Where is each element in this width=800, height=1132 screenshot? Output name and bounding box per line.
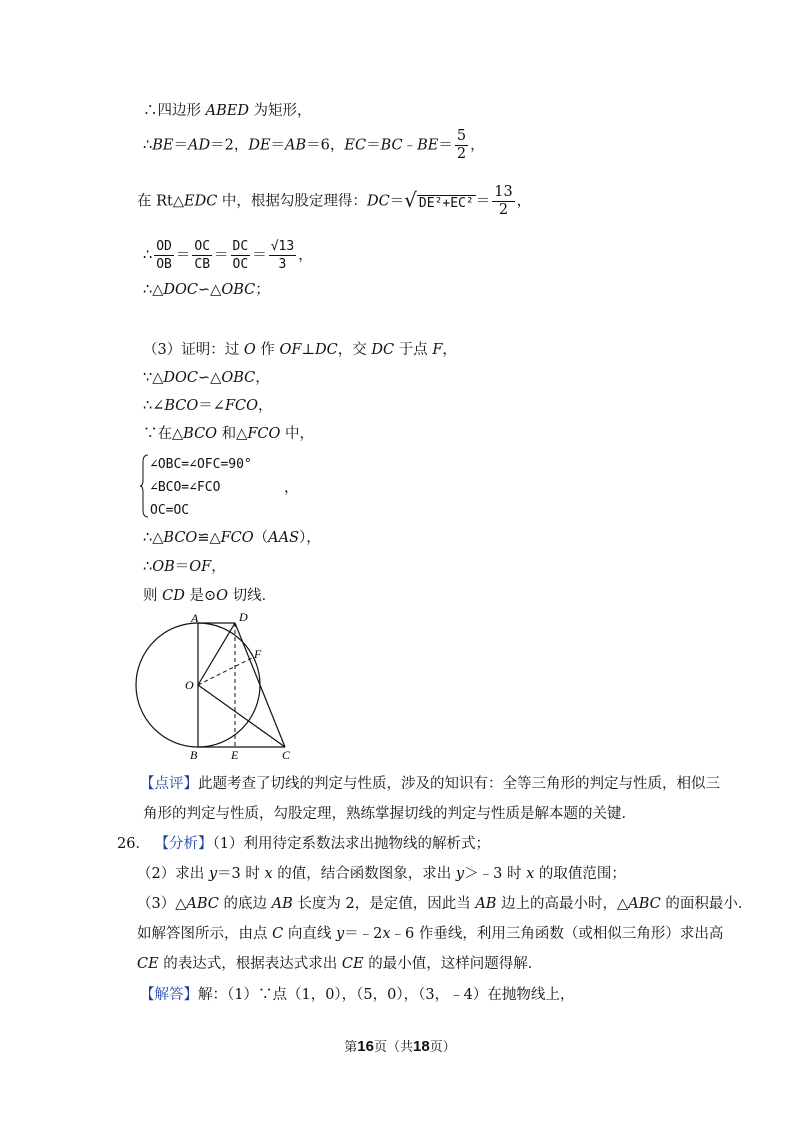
var: BE (417, 137, 439, 154)
var: ABC (628, 896, 661, 912)
var: EC (344, 137, 367, 154)
text: ＝3 时 (217, 866, 265, 882)
q26-part3-cont (137, 924, 723, 944)
var: ABED (205, 103, 249, 119)
text: ， (442, 342, 457, 358)
q26-part2 (137, 864, 626, 884)
text: 第 (344, 1040, 358, 1055)
var: CE (341, 956, 364, 972)
text: ∴ (143, 137, 153, 154)
denominator: 2 (456, 146, 467, 162)
text: 边上的高最小时，△ (496, 896, 629, 912)
line-similar (143, 280, 270, 300)
brace-icon (139, 454, 149, 518)
line-because-similar (143, 368, 270, 388)
var: FCO (224, 398, 258, 414)
text: ＝ (173, 137, 188, 154)
text: 页（共 (373, 1040, 413, 1055)
text: ＝ (214, 247, 229, 264)
answer-line (140, 985, 574, 1005)
var: AB (475, 896, 497, 912)
denominator: CB (194, 257, 211, 272)
text: ⊥ (301, 342, 316, 358)
text: 是⊙ (184, 588, 217, 604)
var: FCO (247, 426, 281, 442)
text: ＝ (270, 137, 286, 154)
text: 中，根据勾股定理得： (217, 193, 367, 210)
var: OB (152, 559, 175, 575)
var: OF (189, 559, 212, 575)
text: （1）利用待定系数法求出抛物线的解析式； (212, 836, 491, 852)
fraction (154, 238, 174, 273)
text: ∴△ (143, 530, 164, 546)
question-number: 26． (117, 836, 150, 852)
fraction (455, 128, 468, 163)
text: ＝2， (210, 137, 249, 154)
text: ， (255, 370, 270, 386)
var: OBC (221, 282, 256, 298)
text: （3）证明：过 (143, 342, 244, 358)
var: BCO (164, 398, 199, 414)
page-number: 16 (357, 1038, 374, 1055)
label-a: A (191, 611, 199, 625)
numerator: OC (194, 239, 211, 254)
line-angles-equal (143, 396, 273, 416)
line-rectangle (143, 101, 312, 121)
text: ∴ (143, 247, 153, 264)
text: ∵在△ (143, 426, 184, 442)
text: 的取值范围； (534, 866, 626, 882)
text: ＝﹣2 (344, 926, 383, 942)
numerator: 13 (494, 184, 513, 200)
numerator: OD (156, 239, 172, 254)
var: ABC (186, 896, 219, 912)
var: BE (152, 137, 174, 154)
text: ∽△ (198, 282, 222, 298)
text: ， (470, 137, 485, 154)
fraction (231, 238, 251, 273)
text: ＝ (174, 559, 190, 575)
text: ， (211, 559, 226, 575)
text: 作 (255, 342, 280, 358)
var: CE (137, 956, 159, 972)
fraction (492, 184, 514, 219)
geometry-figure (130, 610, 300, 760)
var: DOC (163, 370, 198, 386)
label-c: C (282, 748, 291, 760)
line-pythagoras (137, 184, 531, 219)
var: x (264, 866, 273, 882)
var: O (243, 342, 256, 358)
q26-part3-end (137, 954, 542, 974)
text: ， (258, 398, 273, 414)
var: OBC (221, 370, 256, 386)
text: ，交 (337, 342, 372, 358)
text: ＞﹣3 时 (464, 866, 527, 882)
review-line-1 (140, 774, 720, 794)
line-in-triangles (143, 424, 314, 444)
page-total: 18 (413, 1038, 430, 1055)
var: x (382, 926, 391, 942)
text: 此题考查了切线的判定与性质，涉及的知识有：全等三角形的判定与性质，相似三 (198, 776, 720, 792)
var: DOC (163, 282, 198, 298)
text: 的面积最小． (660, 896, 753, 912)
text: 的底边 (218, 896, 272, 912)
var: DC (371, 342, 395, 358)
label-f: F (254, 647, 262, 661)
line-ratios (143, 238, 313, 273)
page-footer (0, 1036, 800, 1055)
q26-part3 (137, 894, 752, 914)
line-ob-of (143, 557, 226, 577)
numerator: √13 (270, 239, 295, 254)
var: FCO (220, 530, 254, 546)
text: 的最小值，这样问题得解． (363, 956, 543, 972)
text: 在 Rt△ (137, 193, 185, 210)
var: x (526, 866, 535, 882)
text: ＝6， (306, 137, 345, 154)
segment-od (198, 623, 235, 685)
text: ， (516, 193, 532, 210)
text: ， (298, 247, 313, 264)
text: ＝ (252, 247, 267, 264)
system-line-1: ∠OBC=∠OFC=90° (150, 457, 252, 472)
var: BCO (183, 426, 218, 442)
text: ﹣ (402, 137, 418, 154)
var: AAS (268, 530, 300, 546)
var: AB (271, 896, 293, 912)
line-congruent (143, 528, 321, 548)
text: ∴∠ (143, 398, 165, 414)
text: 的值，结合函数图象，求出 (272, 866, 456, 882)
var: y (335, 926, 345, 942)
text: ＝ (366, 137, 381, 154)
text: ＝∠ (198, 398, 225, 414)
text: ≌△ (197, 530, 221, 546)
text: ＝ (475, 193, 491, 210)
var: EDC (184, 193, 218, 210)
text: 解：（1）∵点（1，0），（5，0），（3，﹣4）在抛物线上， (198, 987, 575, 1003)
text: 于点 (394, 342, 433, 358)
label-o: O (185, 678, 194, 692)
label-b: B (190, 748, 198, 760)
text: 切线． (228, 588, 277, 604)
system-line-3: OC=OC (150, 503, 190, 518)
sqrt-expression: √ DE²+EC² (404, 187, 474, 212)
var: CD (162, 588, 185, 604)
numerator: DC (232, 239, 249, 254)
text: 则 (143, 588, 163, 604)
var: AD (187, 137, 211, 154)
denominator: OC (232, 257, 249, 272)
text: ； (255, 282, 270, 298)
analysis-tag: 【分析】 (154, 836, 213, 852)
numerator: 5 (456, 128, 467, 144)
var: BC (380, 137, 403, 154)
text: ∴△ (143, 282, 164, 298)
text: ∴ (143, 559, 153, 575)
text: ﹣6 作垂线，利用三角函数（或相似三角形）求出高 (390, 926, 724, 942)
q26-analysis (117, 834, 490, 854)
text: 为矩形， (248, 103, 312, 119)
var: C (272, 926, 284, 942)
var: y (208, 866, 218, 882)
var: AB (285, 137, 307, 154)
text: ＝ (389, 193, 405, 210)
var: BCO (163, 530, 198, 546)
system-comma: ， (284, 480, 299, 496)
text: 中， (280, 426, 314, 442)
line-proof-start (143, 340, 457, 360)
system-line-2: ∠BCO=∠FCO (150, 480, 221, 495)
denominator: 2 (498, 202, 509, 218)
text: ）， (299, 530, 321, 546)
radicand: DE²+EC² (418, 195, 474, 211)
denominator: 3 (278, 257, 287, 272)
var: OF (279, 342, 302, 358)
text: ∵△ (143, 370, 164, 386)
var: DC (366, 193, 390, 210)
label-d: D (239, 610, 248, 624)
text: ＝ (175, 247, 191, 264)
text: （3）△ (137, 896, 187, 912)
line-lengths (143, 128, 485, 163)
denominator: OB (156, 257, 172, 272)
text: ∴四边形 (143, 103, 206, 119)
fraction (192, 238, 212, 273)
var: y (455, 866, 465, 882)
text: 长度为 2，是定值，因此当 (292, 896, 476, 912)
var: O (216, 588, 228, 604)
var: F (432, 342, 443, 358)
text: 的表达式，根据表达式求出 (158, 956, 342, 972)
var: DE (248, 137, 271, 154)
text: ∽△ (198, 370, 222, 386)
answer-tag: 【解答】 (140, 987, 198, 1003)
text: ＝ (438, 137, 453, 154)
text: （2）求出 (137, 866, 209, 882)
line-tangent (143, 586, 276, 606)
text: 页） (429, 1040, 456, 1055)
text: 向直线 (283, 926, 336, 942)
review-line-2: 角形的判定与性质，勾股定理，熟练掌握切线的判定与性质是解本题的关键． (143, 806, 636, 822)
text: （ (253, 530, 269, 546)
label-e: E (231, 748, 239, 760)
review-tag: 【点评】 (140, 776, 198, 792)
text: 和△ (217, 426, 248, 442)
text: 如解答图所示，由点 (137, 926, 273, 942)
fraction (269, 238, 296, 273)
var: DC (315, 342, 338, 358)
